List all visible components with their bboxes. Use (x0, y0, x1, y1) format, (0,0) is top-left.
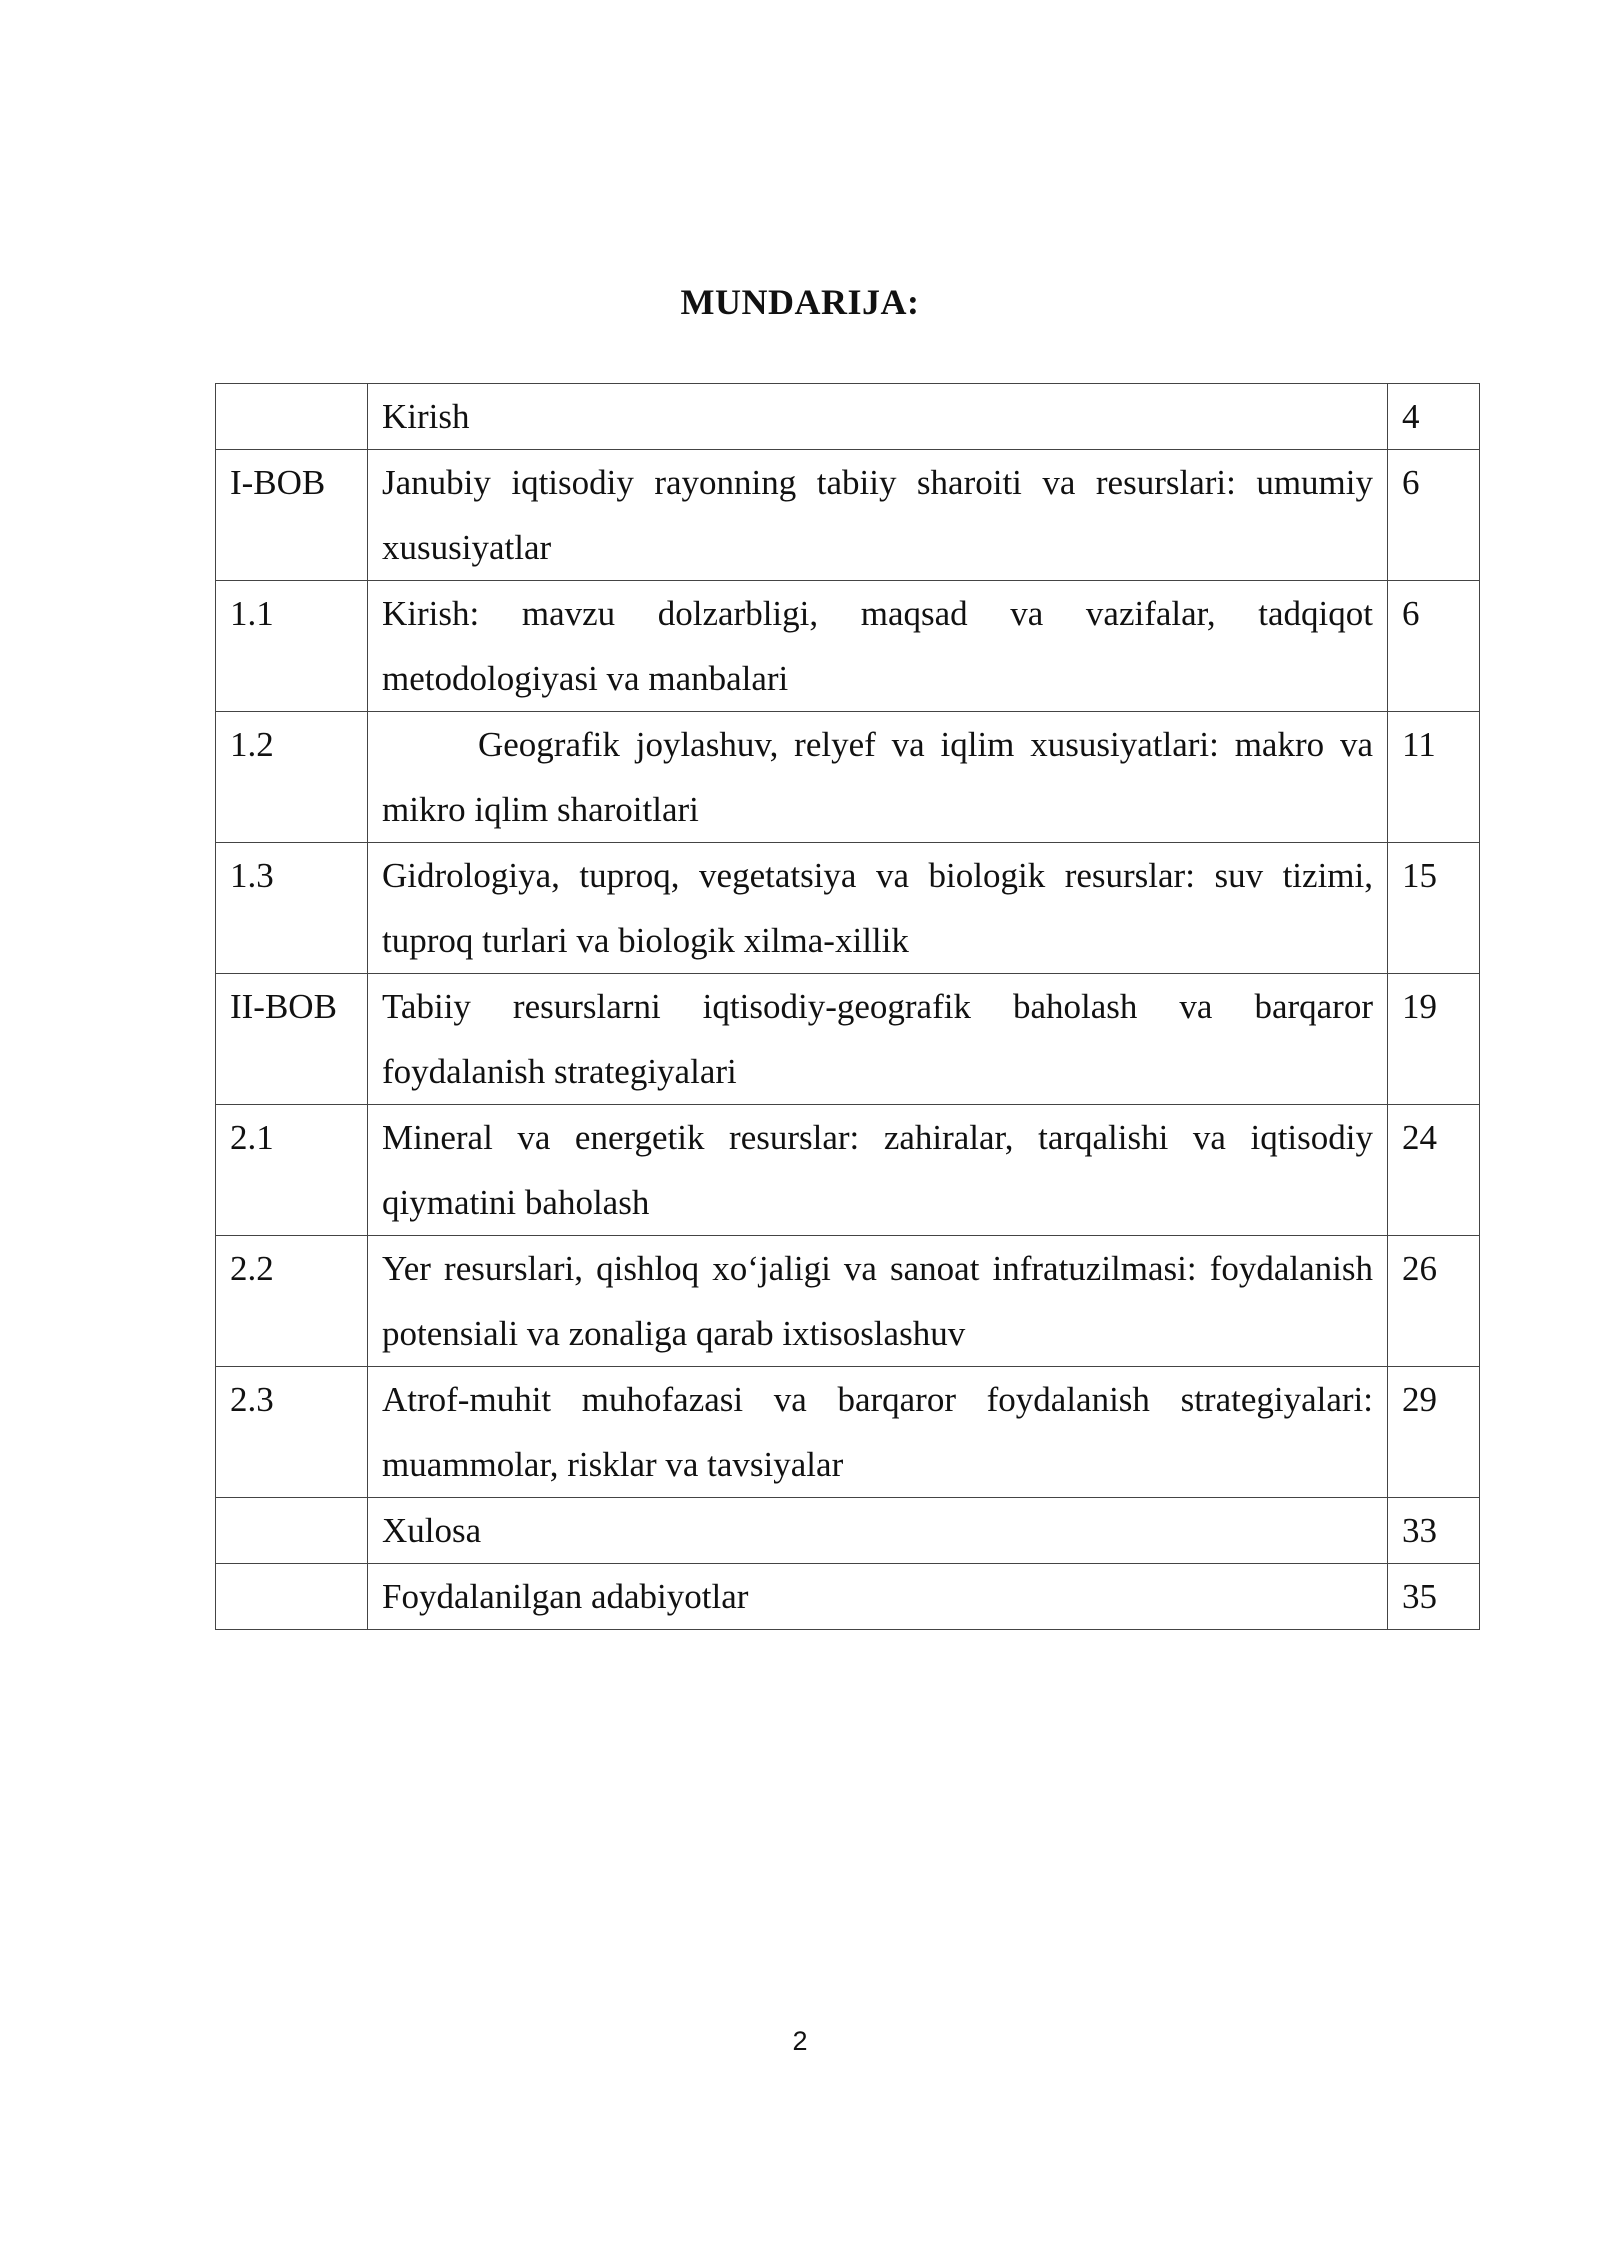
toc-row (216, 450, 1480, 581)
toc-page-number: 24 (1388, 1105, 1480, 1236)
toc-page-number: 26 (1388, 1236, 1480, 1367)
toc-section-number: 1.1 (216, 581, 368, 712)
toc-page-number: 19 (1388, 974, 1480, 1105)
toc-row (216, 1105, 1480, 1236)
toc-row (216, 712, 1480, 843)
toc-section-number: 1.3 (216, 843, 368, 974)
toc-section-number: 2.3 (216, 1367, 368, 1498)
toc-page-number: 29 (1388, 1367, 1480, 1498)
toc-section-number: 2.2 (216, 1236, 368, 1367)
toc-section-title: Kirish (368, 384, 1388, 450)
toc-section-title: Janubiy iqtisodiy rayonning tabiiy sharoiti va resurslari: umumiy xususiyatlar (368, 450, 1388, 581)
toc-row (216, 1564, 1480, 1630)
toc-row (216, 1236, 1480, 1367)
toc-section-title: Mineral va energetik resurslar: zahiralar, tarqalishi va iqtisodiy qiymatini baholash (368, 1105, 1388, 1236)
toc-section-number: I-BOB (216, 450, 368, 581)
toc-section-title: Foydalanilgan adabiyotlar (368, 1564, 1388, 1630)
toc-section-number: II-BOB (216, 974, 368, 1105)
toc-section-title: Atrof-muhit muhofazasi va barqaror foydalanish strategiyalari: muammolar, risklar va tavsiyalar (368, 1367, 1388, 1498)
toc-section-title: Xulosa (368, 1498, 1388, 1564)
toc-page-number: 6 (1388, 450, 1480, 581)
toc-page-number: 4 (1388, 384, 1480, 450)
table-of-contents (215, 383, 1480, 1630)
toc-section-title: Gidrologiya, tuproq, vegetatsiya va biologik resurslar: suv tizimi, tuproq turlari va biologik xilma-xillik (368, 843, 1388, 974)
toc-section-number: 1.2 (216, 712, 368, 843)
toc-row (216, 974, 1480, 1105)
toc-section-number (216, 1564, 368, 1630)
toc-page-number: 6 (1388, 581, 1480, 712)
toc-section-title: Yer resurslari, qishloq xo‘jaligi va sanoat infratuzilmasi: foydalanish potensiali va zonaliga qarab ixtisoslashuv (368, 1236, 1388, 1367)
toc-row (216, 1498, 1480, 1564)
toc-section-title: Tabiiy resurslarni iqtisodiy-geografik baholash va barqaror foydalanish strategiyalari (368, 974, 1388, 1105)
toc-section-title: Kirish: mavzu dolzarbligi, maqsad va vazifalar, tadqiqot metodologiyasi va manbalari (368, 581, 1388, 712)
page-title: MUNDARIJA: (680, 282, 920, 322)
toc-row (216, 1367, 1480, 1498)
toc-page-number: 35 (1388, 1564, 1480, 1630)
toc-page-number: 33 (1388, 1498, 1480, 1564)
toc-page-number: 11 (1388, 712, 1480, 843)
toc-section-title: Geografik joylashuv, relyef va iqlim xususiyatlari: makro va mikro iqlim sharoitlari (368, 712, 1388, 843)
page-number: 2 (792, 2026, 808, 2056)
toc-section-number (216, 1498, 368, 1564)
toc-section-number: 2.1 (216, 1105, 368, 1236)
toc-row (216, 384, 1480, 450)
toc-row (216, 843, 1480, 974)
toc-page-number: 15 (1388, 843, 1480, 974)
toc-row (216, 581, 1480, 712)
toc-section-number (216, 384, 368, 450)
